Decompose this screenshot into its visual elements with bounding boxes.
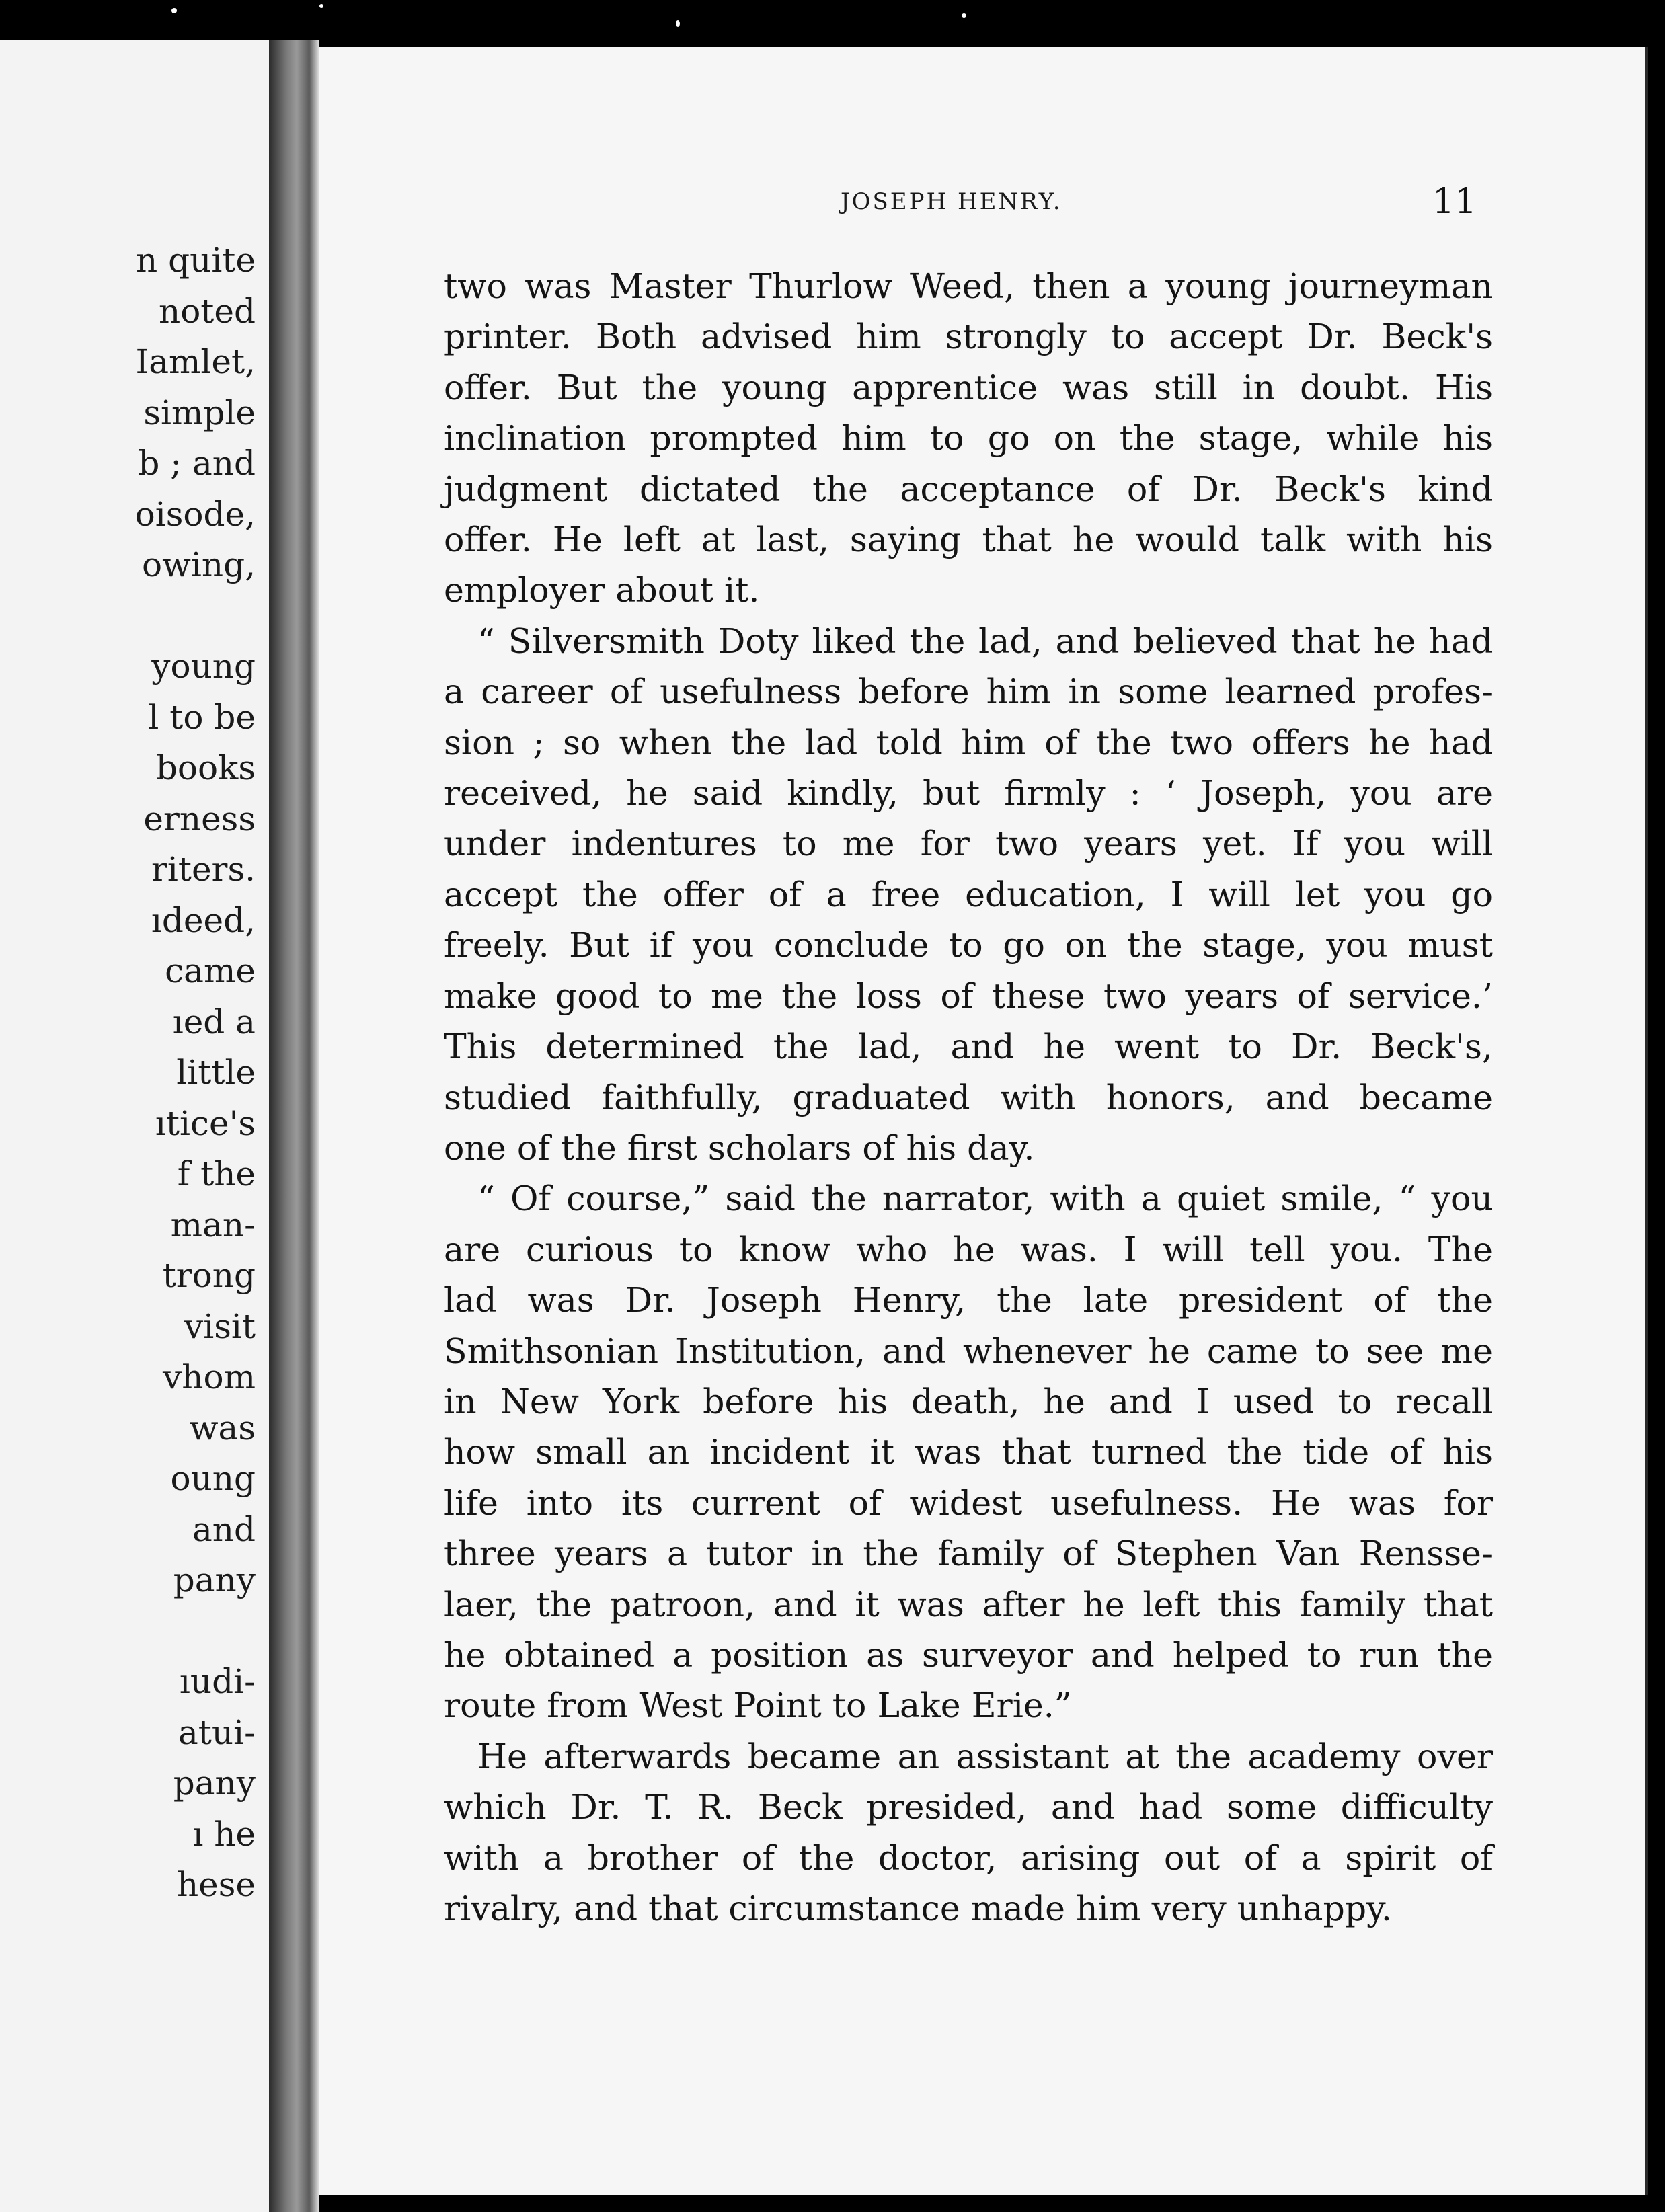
film-speck: [319, 4, 323, 8]
left-page-line: atui-: [178, 1712, 256, 1752]
left-page-line: young: [151, 647, 256, 686]
page-number: 11: [1432, 182, 1477, 222]
left-page-line: ı he: [192, 1814, 256, 1854]
paragraph-4: [444, 1731, 1493, 1934]
body-text: [444, 261, 1493, 1934]
book-gutter: [269, 40, 319, 2212]
text-line: offer. He left at last, saying that he would talk with his: [444, 520, 1493, 560]
text-line: sion ; so when the lad told him of the two offers he had: [444, 722, 1493, 762]
text-line: rivalry, and that circumstance made him very unhappy.: [444, 1889, 1392, 1928]
text-line: a career of usefulness before him in some learned profes-: [444, 672, 1493, 712]
text-line: offer. But the young apprentice was still in doubt. His: [444, 367, 1493, 407]
left-page-line: riters.: [151, 850, 256, 889]
left-page-line: erness: [143, 799, 256, 838]
left-page-line: and: [192, 1509, 256, 1549]
left-page-line: f the: [177, 1154, 256, 1193]
text-line: in New York before his death, he and I used to recall: [444, 1381, 1493, 1421]
left-page-line: owing,: [142, 545, 256, 584]
paragraph-1: [444, 261, 1493, 616]
film-speck: [676, 20, 680, 27]
film-speck: [171, 8, 177, 13]
left-page-line: books: [155, 748, 256, 787]
text-line: This determined the lad, and he went to Dr. Beck's,: [444, 1027, 1493, 1067]
text-line: judgment dictated the acceptance of Dr. Beck's kind: [444, 469, 1493, 509]
left-page-line: ıed a: [172, 1002, 256, 1041]
left-page-line: trong: [162, 1256, 256, 1295]
left-page-line: man-: [170, 1205, 256, 1245]
left-facing-page: [0, 40, 269, 2212]
text-line: under indentures to me for two years yet. If you will: [444, 824, 1493, 864]
text-line: which Dr. T. R. Beck presided, and had some difficulty: [444, 1787, 1493, 1827]
paragraph-3: [444, 1173, 1493, 1731]
text-line: one of the first scholars of his day.: [444, 1128, 1035, 1168]
text-line: are curious to know who he was. I will tell you. The: [444, 1229, 1493, 1269]
text-line: lad was Dr. Joseph Henry, the late president of the: [444, 1280, 1493, 1320]
left-page-line: came: [165, 951, 256, 990]
text-line: laer, the patroon, and it was after he left this family that: [444, 1584, 1493, 1624]
text-line: three years a tutor in the family of Stephen Van Rensse-: [444, 1534, 1493, 1574]
left-page-gap: [135, 591, 256, 642]
left-page-line: was: [189, 1408, 256, 1448]
left-page-line: hese: [176, 1865, 256, 1904]
text-line: accept the offer of a free education, I will let you go: [444, 874, 1493, 914]
text-line: Smithsonian Institution, and whenever he came to see me: [444, 1331, 1493, 1371]
text-line: freely. But if you conclude to go on the stage, you must: [444, 925, 1493, 965]
text-line: “ Silversmith Doty liked the lad, and believed that he had: [477, 621, 1493, 661]
left-page-text: [135, 235, 256, 1911]
left-page-line: n quite: [136, 241, 256, 280]
text-line: studied faithfully, graduated with honors, and became: [444, 1077, 1493, 1117]
text-line: printer. Both advised him strongly to accept Dr. Beck's: [444, 317, 1493, 357]
left-page-line: visit: [184, 1306, 256, 1346]
left-page-line: oisode,: [134, 494, 256, 534]
left-page-line: pany: [173, 1561, 256, 1599]
left-page-line: l to be: [148, 697, 256, 737]
left-page-line: little: [176, 1053, 256, 1092]
text-line: life into its current of widest usefulness. He was for: [444, 1483, 1493, 1523]
right-page: [319, 47, 1648, 2195]
left-page-line: pany: [173, 1764, 256, 1803]
text-line: he obtained a position as surveyor and helped to run the: [444, 1634, 1493, 1675]
running-head: JOSEPH HENRY.: [841, 188, 1062, 215]
text-line: He afterwards became an assistant at the academy over: [477, 1736, 1493, 1776]
left-page-gap: [135, 1606, 256, 1657]
text-line: with a brother of the doctor, arising out of a spirit of: [444, 1838, 1493, 1878]
paragraph-2: [444, 616, 1493, 1173]
text-line: inclination prompted him to go on the stage, while his: [444, 418, 1493, 459]
left-page-line: Iamlet,: [135, 342, 256, 381]
left-page-line: oung: [170, 1459, 256, 1498]
text-line: received, he said kindly, but firmly : ‘ Joseph, you are: [444, 773, 1493, 814]
film-speck: [962, 13, 966, 18]
text-line: make good to me the loss of these two years of service.’: [444, 976, 1493, 1016]
text-line: how small an incident it was that turned the tide of his: [444, 1432, 1493, 1472]
left-page-line: ıtice's: [155, 1103, 256, 1143]
text-line: route from West Point to Lake Erie.”: [444, 1686, 1072, 1726]
left-page-line: ıudi-: [179, 1662, 256, 1701]
left-page-line: vhom: [163, 1357, 256, 1396]
left-page-line: b ; and: [138, 444, 256, 483]
left-page-line: ıdeed,: [151, 900, 256, 940]
left-page-line: noted: [159, 291, 256, 331]
text-line: two was Master Thurlow Weed, then a young journeyman: [444, 266, 1493, 306]
left-page-line: simple: [143, 393, 256, 432]
text-line: “ Of course,” said the narrator, with a quiet smile, “ you: [477, 1179, 1493, 1219]
text-line: employer about it.: [444, 570, 760, 610]
